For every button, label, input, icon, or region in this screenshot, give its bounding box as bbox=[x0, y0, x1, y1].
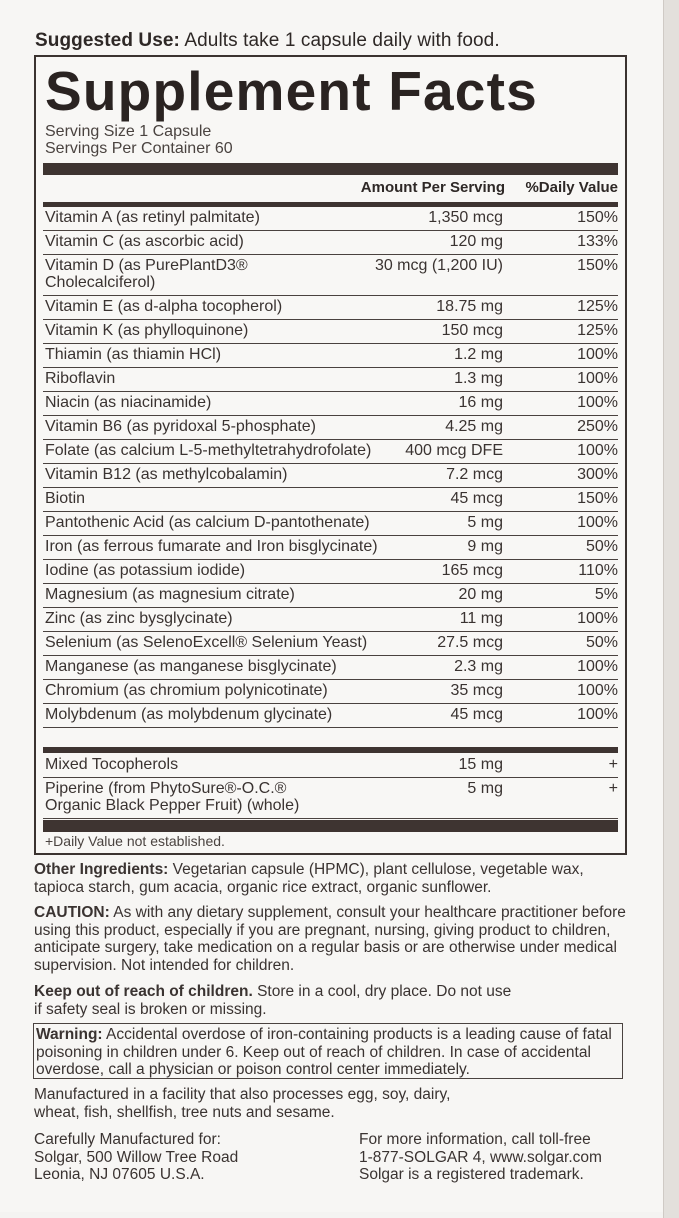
warning-box bbox=[33, 1023, 623, 1079]
nutrient-name: Selenium (as SelenoExcell® Selenium Yeast) bbox=[45, 634, 368, 651]
dv-cell: 100% bbox=[577, 394, 618, 411]
table-row bbox=[43, 512, 618, 536]
table-row bbox=[43, 608, 618, 632]
nutrient-name: Vitamin B12 (as methylcobalamin) bbox=[45, 466, 288, 483]
other-ingredients bbox=[34, 861, 634, 896]
amount-cell: 30 mcg (1,200 IU) bbox=[374, 257, 503, 274]
nutrient-name: Pantothenic Acid (as calcium D-pantothenate) bbox=[45, 514, 370, 531]
nutrient-name: Niacin (as niacinamide) bbox=[45, 394, 212, 411]
contact-info bbox=[359, 1131, 602, 1184]
nutrient-name: Riboflavin bbox=[45, 370, 116, 387]
nutrient-name: Zinc (as zinc bysglycinate) bbox=[45, 610, 233, 627]
nutrient-name-line-2: Cholecalciferol) bbox=[45, 274, 156, 291]
bottom-divider bbox=[43, 820, 618, 832]
table-row bbox=[43, 207, 618, 231]
caution-label: CAUTION: bbox=[34, 904, 110, 921]
other-ingredients-label: Other Ingredients: bbox=[34, 861, 169, 878]
dv-cell: 125% bbox=[577, 298, 618, 315]
table-row bbox=[43, 416, 618, 440]
panel-title: Supplement Facts bbox=[45, 60, 538, 122]
nutrient-name: Manganese (as manganese bisglycinate) bbox=[45, 658, 337, 675]
table-row bbox=[43, 680, 618, 704]
table-row bbox=[43, 440, 618, 464]
amount-cell: 165 mcg bbox=[441, 562, 503, 579]
nutrient-name: Magnesium (as magnesium citrate) bbox=[45, 586, 295, 603]
contact-line-1: For more information, call toll-free bbox=[359, 1131, 591, 1148]
dv-cell: 125% bbox=[577, 322, 618, 339]
nutrient-name: Biotin bbox=[45, 490, 86, 507]
dv-cell: 100% bbox=[577, 346, 618, 363]
amount-cell: 5 mg bbox=[467, 780, 503, 797]
package-edge bbox=[663, 0, 679, 1218]
dv-cell: 100% bbox=[577, 370, 618, 387]
table-row bbox=[43, 754, 618, 778]
manufacturer bbox=[34, 1131, 334, 1184]
amount-cell: 120 mg bbox=[449, 233, 503, 250]
keep-out-text: Store in a cool, dry place. Do not use if safety seal is broken or missing. bbox=[34, 983, 512, 1018]
dv-cell: 300% bbox=[577, 466, 618, 483]
nutrient-name-line-1: Vitamin D (as PurePlantD3® bbox=[45, 257, 248, 274]
amount-cell: 5 mg bbox=[467, 514, 503, 531]
table-row bbox=[43, 231, 618, 255]
table-row bbox=[43, 344, 618, 368]
warning-text: Accidental overdose of iron-containing products is a leading cause of fatal poisoning in children under 6. Keep out of reach of children. In case of accidental overdose, call a physician or poison control center immediately. bbox=[36, 1026, 612, 1078]
dv-cell: 50% bbox=[585, 634, 618, 651]
keep-out bbox=[34, 983, 514, 1018]
facility-statement: Manufactured in a facility that also processes egg, soy, dairy, wheat, fish, shellfish, tree nuts and sesame. bbox=[34, 1086, 451, 1121]
dv-cell: 5% bbox=[594, 586, 618, 603]
table-row bbox=[43, 392, 618, 416]
serving-info bbox=[45, 123, 233, 157]
nutrient-name: Vitamin C (as ascorbic acid) bbox=[45, 233, 244, 250]
nutrient-name: Thiamin (as thiamin HCl) bbox=[45, 346, 222, 363]
amount-cell: 20 mg bbox=[458, 586, 503, 603]
table-row bbox=[43, 255, 618, 296]
manufacturer-line-1: Carefully Manufactured for: bbox=[34, 1131, 221, 1148]
amount-cell: 7.2 mcg bbox=[446, 466, 503, 483]
nutrient-name: Vitamin E (as d-alpha tocopherol) bbox=[45, 298, 283, 315]
footnote: +Daily Value not established. bbox=[45, 833, 225, 849]
table-row bbox=[43, 704, 618, 728]
section-divider bbox=[43, 747, 618, 753]
nutrient-name: Iron (as ferrous fumarate and Iron bisglycinate) bbox=[45, 538, 378, 555]
table-row bbox=[43, 320, 618, 344]
dv-cell: 100% bbox=[577, 514, 618, 531]
dv-cell: 133% bbox=[577, 233, 618, 250]
dv-cell: 100% bbox=[577, 658, 618, 675]
dv-cell: 150% bbox=[577, 257, 618, 274]
caution-text: As with any dietary supplement, consult your healthcare practitioner before using this product, especially if you are pregnant, nursing, giving product to children, anticipate surgery, take medication on a regular basis or are otherwise under medical supervision. Not intended for children. bbox=[34, 904, 626, 974]
nutrient-name-line-2: Organic Black Pepper Fruit) (whole) bbox=[45, 797, 300, 814]
dv-header: %Daily Value bbox=[525, 179, 618, 196]
amount-cell: 4.25 mg bbox=[445, 418, 503, 435]
dv-cell: 150% bbox=[577, 209, 618, 226]
table-row bbox=[43, 560, 618, 584]
amount-cell: 15 mg bbox=[458, 756, 503, 773]
amount-cell: 18.75 mg bbox=[436, 298, 503, 315]
suggested-use-label: Suggested Use: bbox=[35, 30, 180, 51]
dv-cell: 100% bbox=[577, 442, 618, 459]
other-ingredients-text: Vegetarian capsule (HPMC), plant cellulose, vegetable wax, tapioca starch, gum acacia, organic rice extract, organic sunflower. bbox=[34, 861, 584, 896]
nutrient-name: Vitamin B6 (as pyridoxal 5-phosphate) bbox=[45, 418, 316, 435]
caution bbox=[34, 904, 634, 974]
dv-cell: 100% bbox=[577, 682, 618, 699]
nutrient-name: Mixed Tocopherols bbox=[45, 756, 179, 773]
dv-cell: 150% bbox=[577, 490, 618, 507]
keep-out-label: Keep out of reach of children. bbox=[34, 983, 253, 1000]
dv-cell: 250% bbox=[577, 418, 618, 435]
amount-cell: 45 mcg bbox=[450, 490, 503, 507]
table-row bbox=[43, 536, 618, 560]
amount-cell: 400 mcg DFE bbox=[405, 442, 503, 459]
nutrient-name: Vitamin A (as retinyl palmitate) bbox=[45, 209, 260, 226]
table-row bbox=[43, 656, 618, 680]
dv-cell: 100% bbox=[577, 610, 618, 627]
table-row bbox=[43, 778, 618, 819]
amount-cell: 2.3 mg bbox=[454, 658, 503, 675]
nutrient-name: Chromium (as chromium polynicotinate) bbox=[45, 682, 328, 699]
dv-cell: 110% bbox=[578, 562, 618, 579]
warning-label: Warning: bbox=[36, 1026, 103, 1043]
dv-cell: 100% bbox=[577, 706, 618, 723]
dv-cell: 50% bbox=[585, 538, 618, 555]
amount-cell: 45 mcg bbox=[450, 706, 503, 723]
amount-cell: 16 mg bbox=[458, 394, 503, 411]
contact-line-3: Solgar is a registered trademark. bbox=[359, 1166, 584, 1183]
nutrient-name-line-1: Piperine (from PhytoSure®-O.C.® bbox=[45, 780, 287, 797]
nutrient-name: Molybdenum (as molybdenum glycinate) bbox=[45, 706, 333, 723]
table-row bbox=[43, 368, 618, 392]
nutrient-name: Vitamin K (as phylloquinone) bbox=[45, 322, 249, 339]
suggested-use-text: Adults take 1 capsule daily with food. bbox=[184, 30, 500, 51]
amount-cell: 1.2 mg bbox=[454, 346, 503, 363]
amount-cell: 150 mcg bbox=[441, 322, 503, 339]
other-table bbox=[43, 754, 618, 819]
thick-divider bbox=[43, 163, 618, 175]
dv-cell: + bbox=[608, 780, 618, 797]
amount-header: Amount Per Serving bbox=[360, 179, 505, 196]
warning bbox=[36, 1026, 626, 1079]
table-row bbox=[43, 632, 618, 656]
nutrient-table bbox=[43, 207, 618, 728]
contact-line-2: 1-877-SOLGAR 4, www.solgar.com bbox=[359, 1148, 602, 1166]
manufacturer-line-3: Leonia, NJ 07605 U.S.A. bbox=[34, 1166, 205, 1183]
servings-per-container: Servings Per Container 60 bbox=[45, 140, 233, 157]
table-row bbox=[43, 584, 618, 608]
amount-cell: 9 mg bbox=[467, 538, 503, 555]
amount-cell: 1,350 mcg bbox=[428, 209, 503, 226]
nutrient-name: Iodine (as potassium iodide) bbox=[45, 562, 246, 579]
amount-cell: 11 mg bbox=[459, 610, 503, 627]
dv-cell: + bbox=[608, 756, 618, 773]
suggested-use bbox=[35, 30, 500, 52]
manufacturer-line-2: Solgar, 500 Willow Tree Road bbox=[34, 1148, 239, 1166]
serving-size: Serving Size 1 Capsule bbox=[45, 123, 212, 140]
amount-cell: 1.3 mg bbox=[454, 370, 503, 387]
nutrient-name: Folate (as calcium L-5-methyltetrahydrofolate) bbox=[45, 442, 372, 459]
amount-cell: 27.5 mcg bbox=[437, 634, 503, 651]
supplement-facts-panel bbox=[34, 55, 627, 855]
nutrient-name bbox=[45, 780, 299, 814]
nutrient-name bbox=[45, 257, 248, 291]
table-row bbox=[43, 464, 618, 488]
table-row bbox=[43, 296, 618, 320]
table-row bbox=[43, 488, 618, 512]
amount-cell: 35 mcg bbox=[450, 682, 503, 699]
